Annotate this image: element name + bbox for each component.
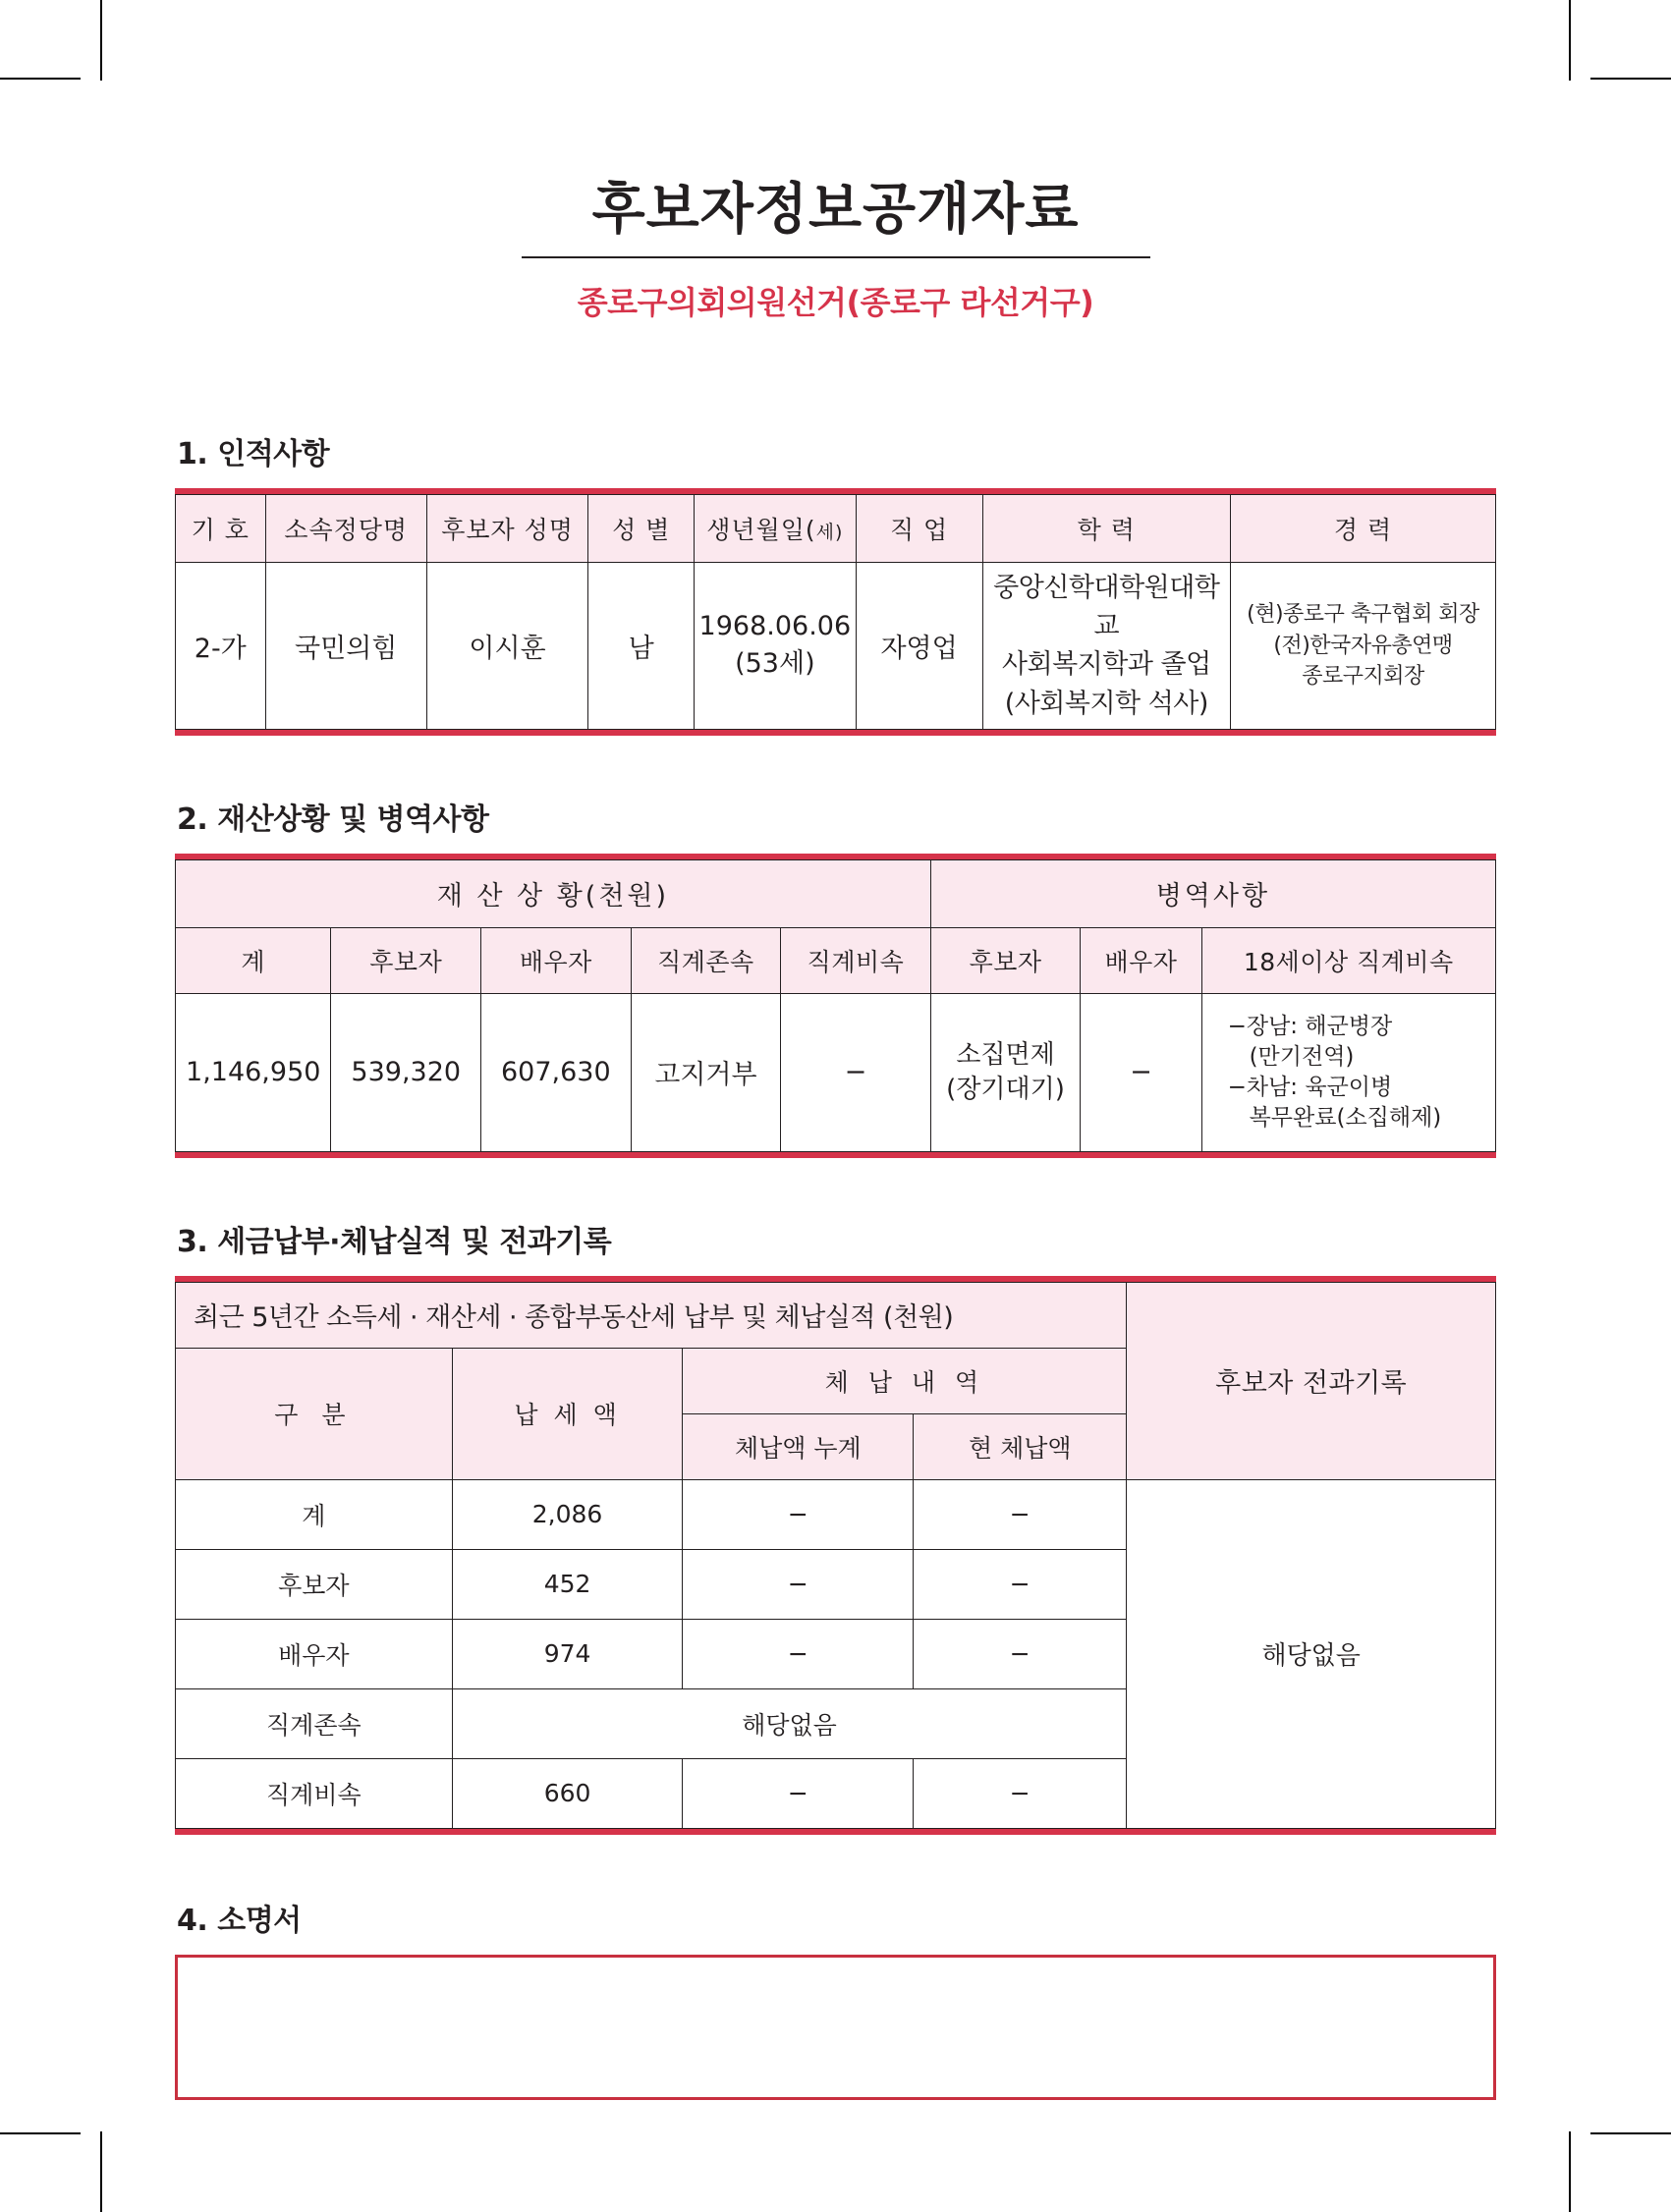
col-header-birth xyxy=(695,495,856,563)
crop-mark-top-right-vertical xyxy=(1569,0,1571,81)
cell-military-spouse: − xyxy=(1081,993,1201,1151)
education-line-3: (사회복지학 석사) xyxy=(1004,688,1208,719)
cell-name: 이시훈 xyxy=(426,563,587,730)
career-line-3: 종로구지회장 xyxy=(1302,664,1424,690)
crop-mark-top-left-horizontal xyxy=(0,78,81,80)
cell-tax-paid: 974 xyxy=(452,1619,683,1688)
cell-tax-paid: 452 xyxy=(452,1549,683,1619)
cell-career xyxy=(1230,563,1495,730)
cell-merged-not-applicable: 해당없음 xyxy=(452,1688,1127,1758)
cell-arrears-cumulative: − xyxy=(683,1619,914,1688)
col-header-military-descendant: 18세이상 직계비속 xyxy=(1201,927,1495,993)
cell-job: 자영업 xyxy=(856,563,982,730)
cell-category: 계 xyxy=(176,1479,453,1549)
crop-mark-bottom-right-horizontal xyxy=(1590,2132,1671,2134)
document-content xyxy=(175,177,1496,2100)
cell-gender: 남 xyxy=(588,563,695,730)
education-line-2: 사회복지학과 졸업 xyxy=(1001,649,1211,681)
cell-tax-paid: 2,086 xyxy=(452,1479,683,1549)
table-row xyxy=(176,1479,1496,1549)
table-header-row xyxy=(176,927,1496,993)
tax-record-table-wrapper xyxy=(175,1276,1496,1835)
col-header-gender: 성 별 xyxy=(588,495,695,563)
cell-birth-age: (53세) xyxy=(735,648,815,680)
col-header-military-spouse: 배우자 xyxy=(1081,927,1201,993)
cell-number: 2-가 xyxy=(176,563,266,730)
cell-asset-descendant: − xyxy=(781,993,931,1151)
col-header-asset-spouse: 배우자 xyxy=(481,927,632,993)
crop-mark-bottom-left-vertical xyxy=(100,2131,102,2212)
cell-education xyxy=(982,563,1230,730)
career-line-1: (현)종로구 축구협회 회장 xyxy=(1247,601,1479,627)
col-header-party: 소속정당명 xyxy=(265,495,426,563)
cell-criminal-record: 해당없음 xyxy=(1127,1479,1496,1828)
cell-birth xyxy=(695,563,856,730)
military-candidate-line-2: (장기대기) xyxy=(946,1074,1065,1104)
tax-record-table xyxy=(175,1282,1496,1829)
cell-arrears-current: − xyxy=(914,1619,1127,1688)
cell-party: 국민의힘 xyxy=(265,563,426,730)
crop-mark-bottom-left-horizontal xyxy=(0,2132,81,2134)
cell-arrears-current: − xyxy=(914,1479,1127,1549)
crop-mark-top-left-vertical xyxy=(100,0,102,81)
col-header-asset-candidate: 후보자 xyxy=(331,927,481,993)
title-block xyxy=(175,177,1496,323)
tax-table-title: 최근 5년간 소득세 · 재산세 · 종합부동산세 납부 및 체납실적 (천원) xyxy=(176,1282,1127,1348)
table-header-row xyxy=(176,495,1496,563)
cell-category: 배우자 xyxy=(176,1619,453,1688)
col-header-education: 학 력 xyxy=(982,495,1230,563)
assets-military-table xyxy=(175,859,1496,1152)
section-3-heading: 3. 세금납부·체납실적 및 전과기록 xyxy=(177,1224,612,1259)
col-header-birth-main: 생년월일( xyxy=(706,516,816,545)
col-header-asset-ascendant: 직계존속 xyxy=(631,927,781,993)
table-title-row xyxy=(176,1282,1496,1348)
career-line-2: (전)한국자유총연맹 xyxy=(1273,633,1453,658)
cell-arrears-cumulative: − xyxy=(683,1549,914,1619)
cell-arrears-cumulative: − xyxy=(683,1479,914,1549)
cell-arrears-current: − xyxy=(914,1758,1127,1828)
cell-category: 직계비속 xyxy=(176,1758,453,1828)
col-header-category: 구 분 xyxy=(176,1348,453,1479)
military-candidate-line-1: 소집면제 xyxy=(956,1039,1055,1070)
col-header-arrears-current: 현 체납액 xyxy=(914,1413,1127,1479)
military-descendant-line-1: −장남: 해군병장 xyxy=(1227,1013,1393,1039)
cell-category: 후보자 xyxy=(176,1549,453,1619)
cell-asset-total: 1,146,950 xyxy=(176,993,331,1151)
col-header-arrears-group: 체 납 내 역 xyxy=(683,1348,1127,1413)
group-header-military: 병역사항 xyxy=(930,859,1495,927)
col-header-number: 기 호 xyxy=(176,495,266,563)
military-descendant-line-2: (만기전역) xyxy=(1249,1043,1355,1070)
military-descendant-line-4: 복무완료(소집해제) xyxy=(1249,1104,1442,1131)
statement-box xyxy=(175,1955,1496,2100)
col-header-criminal-record: 후보자 전과기록 xyxy=(1127,1282,1496,1479)
cell-arrears-current: − xyxy=(914,1549,1127,1619)
education-line-1: 중앙신학대학원대학교 xyxy=(993,573,1220,642)
cell-birth-date: 1968.06.06 xyxy=(698,611,852,642)
col-header-arrears-cumulative: 체납액 누계 xyxy=(683,1413,914,1479)
crop-mark-bottom-right-vertical xyxy=(1569,2131,1571,2212)
cell-category: 직계존속 xyxy=(176,1688,453,1758)
section-1-heading: 1. 인적사항 xyxy=(177,437,330,472)
personal-info-table xyxy=(175,494,1496,730)
assets-military-table-wrapper xyxy=(175,854,1496,1158)
col-header-job: 직 업 xyxy=(856,495,982,563)
col-header-asset-descendant: 직계비속 xyxy=(781,927,931,993)
personal-info-table-wrapper xyxy=(175,488,1496,736)
crop-mark-top-right-horizontal xyxy=(1590,78,1671,80)
cell-arrears-cumulative: − xyxy=(683,1758,914,1828)
table-row xyxy=(176,563,1496,730)
military-descendant-line-3: −차남: 육군이병 xyxy=(1227,1074,1393,1100)
cell-asset-ascendant: 고지거부 xyxy=(631,993,781,1151)
col-header-birth-unit: 세) xyxy=(815,522,844,544)
page-title: 후보자정보공개자료 xyxy=(591,178,1080,242)
col-header-name: 후보자 성명 xyxy=(426,495,587,563)
table-row xyxy=(176,993,1496,1151)
col-header-tax-paid: 납 세 액 xyxy=(452,1348,683,1479)
title-underline xyxy=(522,256,1150,258)
cell-asset-spouse: 607,630 xyxy=(481,993,632,1151)
section-2-heading: 2. 재산상황 및 병역사항 xyxy=(177,802,489,837)
cell-military-descendant xyxy=(1201,993,1495,1151)
group-header-assets: 재 산 상 황(천원) xyxy=(176,859,931,927)
section-4-heading: 4. 소명서 xyxy=(177,1903,302,1938)
col-header-military-candidate: 후보자 xyxy=(930,927,1081,993)
cell-asset-candidate: 539,320 xyxy=(331,993,481,1151)
table-group-header-row xyxy=(176,859,1496,927)
cell-military-candidate xyxy=(930,993,1081,1151)
col-header-asset-total: 계 xyxy=(176,927,331,993)
col-header-career: 경 력 xyxy=(1230,495,1495,563)
page-subtitle: 종로구의회의원선거(종로구 라선거구) xyxy=(577,284,1094,322)
cell-tax-paid: 660 xyxy=(452,1758,683,1828)
